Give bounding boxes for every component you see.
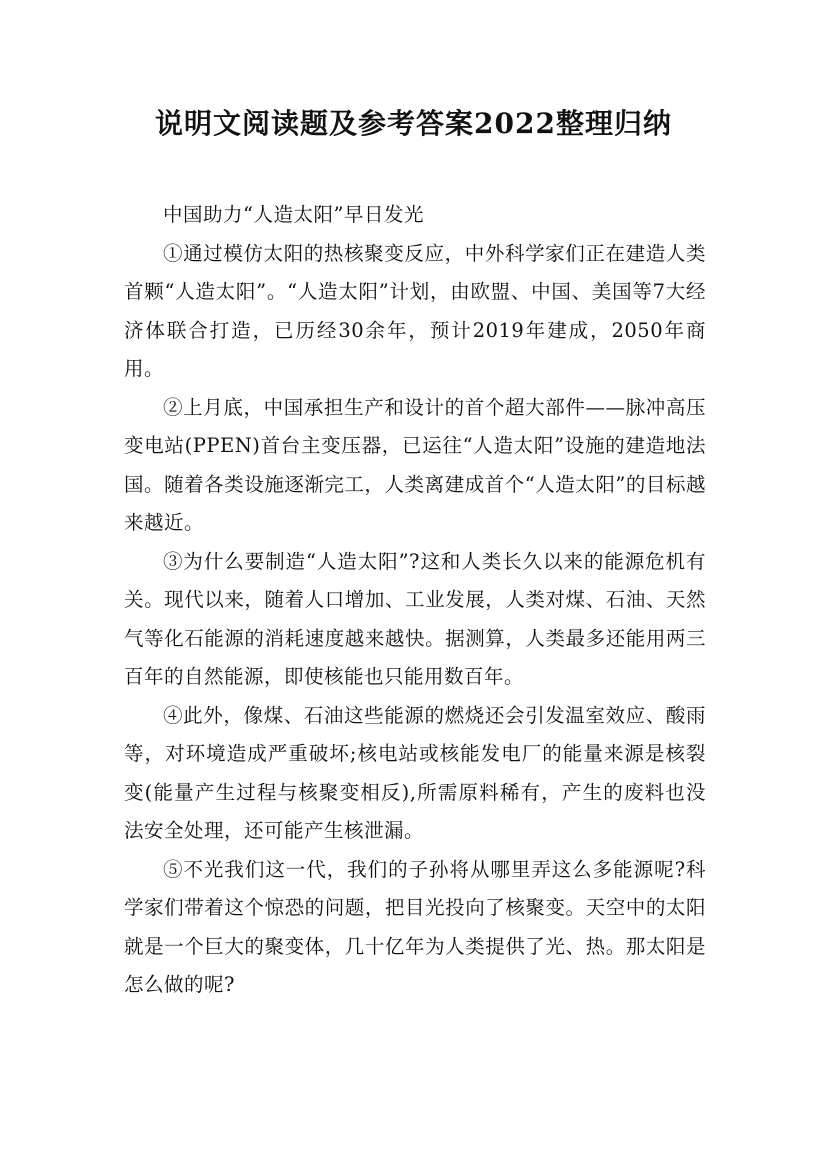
article-title: 中国助力“人造太阳”早日发光: [163, 203, 424, 226]
document-body: [124, 196, 706, 1005]
paragraph-5: ⑤不光我们这一代，我们的子孙将从哪里弄这么多能源呢?科学家们带着这个惊恐的问题，把目光投向了核聚变。天空中的太阳就是一个巨大的聚变体，几十亿年为人类提供了光、热。那太阳是怎么做的呢?: [124, 857, 706, 996]
paragraph-1: ①通过模仿太阳的热核聚变反应，中外科学家们正在建造人类首颗“人造太阳”。“人造太阳”计划，由欧盟、中国、美国等7大经济体联合打造，已历经30余年，预计2019年建成，2050年商用。: [124, 241, 706, 380]
paragraph-2: ②上月底，中国承担生产和设计的首个超大部件——脉冲高压变电站(PPEN)首台主变压器，已运往“人造太阳”设施的建造地法国。随着各类设施逐渐完工，人类离建成首个“人造太阳”的目标越来越近。: [124, 395, 706, 534]
paragraph-4: ④此外，像煤、石油这些能源的燃烧还会引发温室效应、酸雨等，对环境造成严重破坏;核电站或核能发电厂的能量来源是核裂变(能量产生过程与核聚变相反),所需原料稀有，产生的废料也没法安全处理，还可能产生核泄漏。: [124, 703, 706, 842]
paragraph-3: ③为什么要制造“人造太阳”?这和人类长久以来的能源危机有关。现代以来，随着人口增加、工业发展，人类对煤、石油、天然气等化石能源的消耗速度越来越快。据测算，人类最多还能用两三百年的自然能源，即使核能也只能用数百年。: [124, 549, 706, 688]
document-title: 说明文阅读题及参考答案2022整理归纳: [155, 107, 672, 140]
